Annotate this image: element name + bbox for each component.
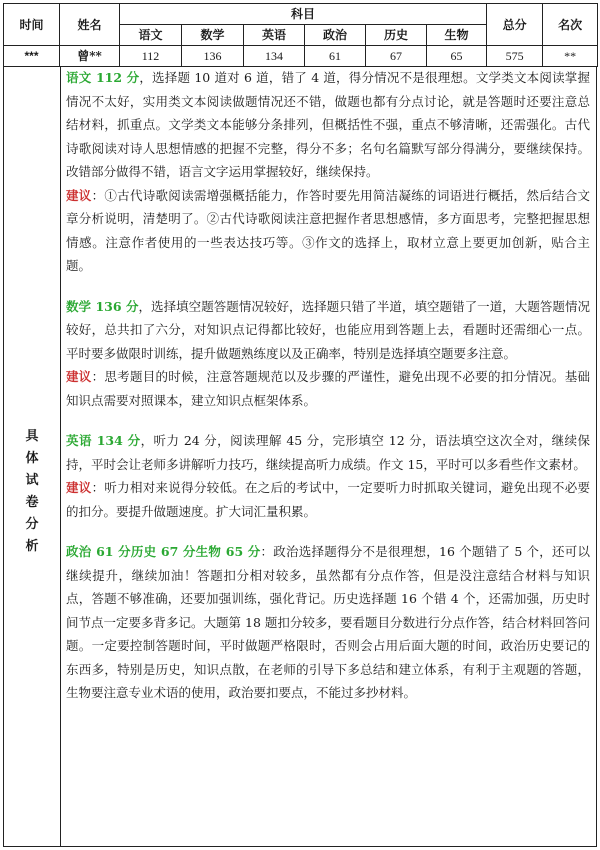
header-rank: 名次 <box>543 4 598 46</box>
side-char: 卷 <box>25 495 39 510</box>
header-subject-chinese: 语文 <box>120 25 182 46</box>
english-suggestion-text: ：听力相对来说得分较低。在之后的考试中，一定要听力时抓取关键词，避免出现不必要的扣分。要提升做题速度。扩大词汇量积累。 <box>66 480 590 519</box>
analysis-content <box>66 66 590 705</box>
others-text: ：政治选择题得分不是很理想，16 个题错了 5 个，还可以继续提升，继续加油！答题扣分相对较多，虽然都有分点作答，但是没注意结合材料与知识点，答题不够准确，还要加强训练，强化背记。历史选择题 16 个错 4 个，还需加强，历史时间节点一定要多背多记。大题第 18 题扣分较多，要看题目分数进行分点作答，结合材料回答问题。一定要控制答题时间，平时做题严格限时，否则会占用后面大题的时间，政治历史要记的东西多，特别是历史，知识点散，在老师的引导下多总结和建立体系，有利于主观题的答题，生物要注意专业术语的使用，政治要扣要点，不能过多抄材料。 <box>66 544 591 700</box>
chinese-suggestion <box>66 184 590 278</box>
header-name: 姓名 <box>60 4 120 46</box>
side-char: 体 <box>25 451 39 466</box>
english-title: 英语 134 分 <box>66 433 141 448</box>
side-char: 具 <box>25 429 39 444</box>
math-suggestion <box>66 365 590 412</box>
chinese-paragraph <box>66 66 590 184</box>
chinese-suggestion-text: ：①古代诗歌阅读需增强概括能力，作答时要先用简洁凝练的词语进行概括，然后结合文章分析说明，清楚明了。②古代诗歌阅读注意把握作者思想感情，多方面思考，完整把握思想情感。注意作者使用的一些表达技巧等。③作文的选择上，取材立意上要更加创新，贴合主题。 <box>66 187 590 273</box>
chinese-text: ，选择题 10 道对 6 道，错了 4 道，得分情况不是很理想。文学类文本阅读掌握情况不太好，实用类文本阅读做题情况还不错，做题也都有分点讨论，就是答题时还要注意总结材料，抓重点。文学类文本能够分条排列，但概括性不强，重点不够清晰，还需强化。古代诗歌阅读对诗人思想情感的把握不完整，得分不多；名句名篇默写部分得满分，要继续保持。改错部分做得不错，语言文字运用掌握较好，继续保持。 <box>66 70 591 179</box>
score-biology: 65 <box>427 46 487 67</box>
header-subject-math: 数学 <box>182 25 244 46</box>
score-politics: 61 <box>305 46 366 67</box>
others-paragraph <box>66 540 590 705</box>
english-suggestion-label: 建议 <box>66 480 92 495</box>
header-time: 时间 <box>4 4 60 46</box>
analysis-section <box>3 66 597 847</box>
rank-value: ** <box>543 46 598 67</box>
chinese-suggestion-label: 建议 <box>66 187 92 203</box>
side-char: 析 <box>25 539 39 554</box>
others-title: 政治 61 分历史 67 分生物 65 分 <box>66 544 261 559</box>
row-name: 曾** <box>60 46 120 67</box>
score-chinese: 112 <box>120 46 182 67</box>
math-suggestion-label: 建议 <box>66 369 92 384</box>
header-subject-english: 英语 <box>244 25 305 46</box>
english-text: ，听力 24 分，阅读理解 45 分，完形填空 12 分，语法填空这次全对，继续保持，平时会让老师多讲解听力技巧，继续提高听力成绩。作文 15，平时可以多看些作文素材。 <box>66 433 591 472</box>
score-english: 134 <box>244 46 305 67</box>
chinese-title: 语文 112 分 <box>66 70 140 85</box>
english-suggestion <box>66 476 590 523</box>
math-title: 数学 136 分 <box>66 298 139 314</box>
score-math: 136 <box>182 46 244 67</box>
side-char: 试 <box>25 473 39 488</box>
header-subject-politics: 政治 <box>305 25 366 46</box>
math-paragraph <box>66 295 590 366</box>
header-total: 总分 <box>487 4 543 46</box>
side-column <box>4 66 61 846</box>
score-table <box>3 3 598 67</box>
score-total: 575 <box>487 46 543 67</box>
header-subject-history: 历史 <box>366 25 427 46</box>
math-text: ，选择填空题答题情况较好，选择题只错了半道，填空题错了一道，大题答题情况较好，总共扣了六分，对知识点记得都比较好，也能应用到答题上去，看题时还需细心一点。平时要多做限时训练，提升做题熟练度以及正确率，特别是选择填空题要多注意。 <box>66 298 590 361</box>
score-history: 67 <box>366 46 427 67</box>
math-suggestion-text: ：思考题目的时候，注意答题规范以及步骤的严谨性，避免出现不必要的扣分情况。基础知识点需要对照课本，建立知识点框架体系。 <box>66 369 590 408</box>
header-subjects-group: 科目 <box>120 4 487 25</box>
header-subject-biology: 生物 <box>427 25 487 46</box>
side-char: 分 <box>25 517 39 532</box>
side-label <box>4 426 60 558</box>
row-time: *** <box>4 46 60 67</box>
english-paragraph <box>66 429 590 476</box>
